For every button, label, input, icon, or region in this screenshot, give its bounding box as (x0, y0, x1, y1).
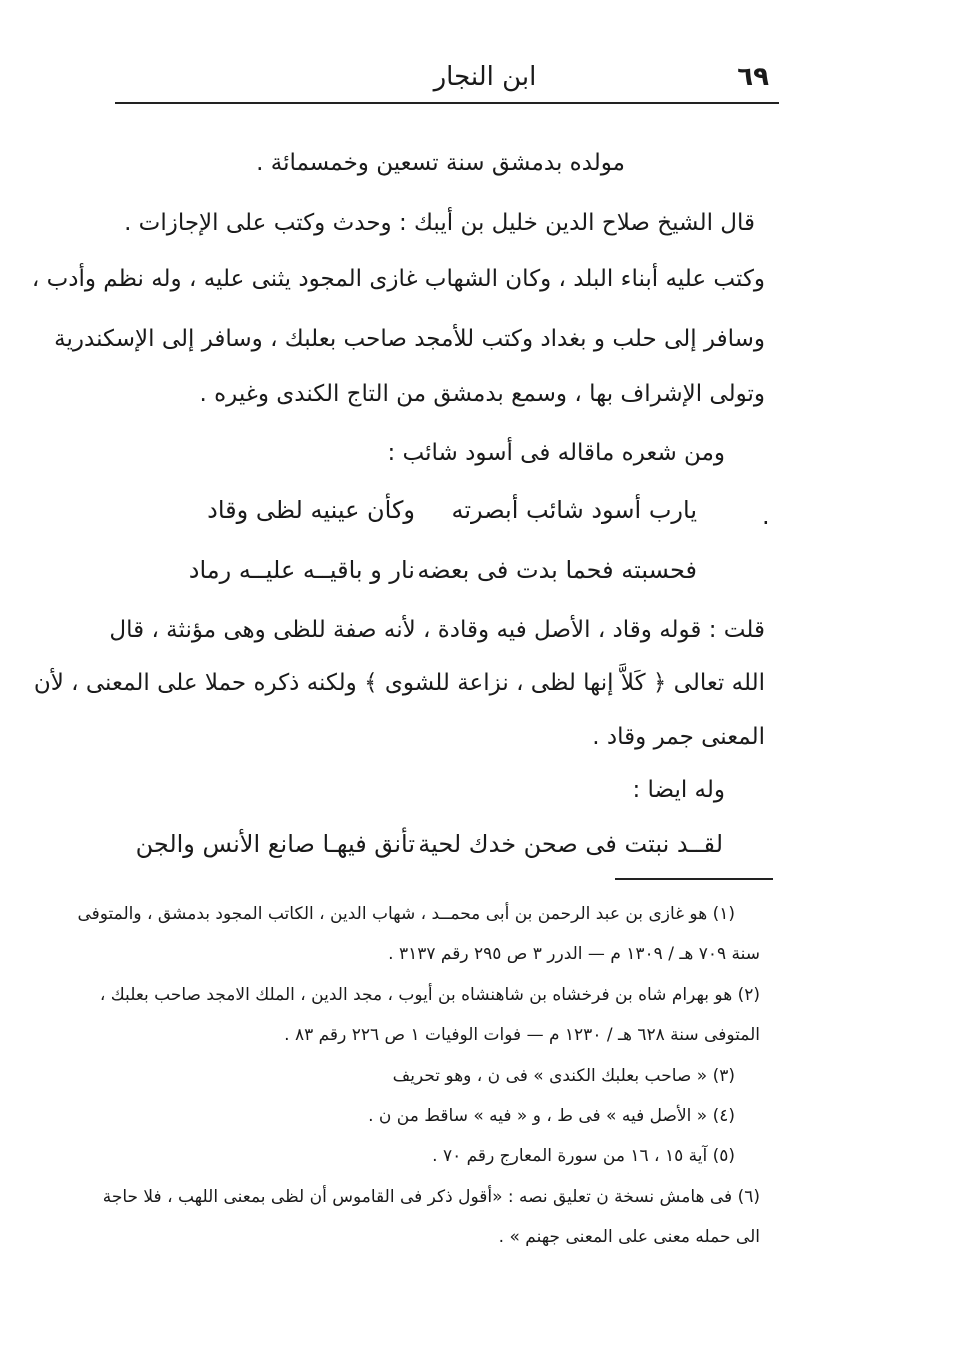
paragraph-1-line-2: وكتب عليه أبناء البلد ، وكان الشهاب غازى المجود يثنى عليه ، وله نظم وأدب ، (31, 266, 765, 292)
footnote-6-line-1: (٦) فى هامش نسخة ن تعليق نصه : «أقول ذكر فى القاموس أن لظى بمعنى اللهب ، فلا حاجة (102, 1187, 760, 1207)
running-title: ابن النجار (433, 62, 537, 92)
footnote-3: (٣) « صاحب بعلبك الكندى » فى ن ، وهو تحريف (392, 1066, 735, 1086)
paragraph-1-line-3: وسافر إلى حلب و بغداد وكتب للأمجد صاحب بعلبك ، وسافر إلى الإسكندرية (54, 326, 765, 352)
verse-2-second-hemistich: نار و باقيــه عليــه رماد (188, 556, 415, 584)
page-number: ٦٩ (737, 62, 769, 92)
verse-1-second-hemistich: وكأن عينيه لظى وقاد (207, 496, 415, 524)
footnote-2-line-2: المتوفى سنة ٦٢٨ هـ / ١٢٣٠ م — فوات الوفيات ١ ص ٢٢٦ رقم ٨٣ . (284, 1025, 760, 1045)
footnote-1-line-1: (١) هو غازى بن عبد الرحمن بن أبى محمــد ، شهاب الدين ، الكاتب المجود بدمشق ، والمتوفى (77, 904, 735, 924)
footnote-4: (٤) « الأصل فيه » فى ط ، و « فيه » ساقط من ن . (368, 1106, 735, 1126)
bullet-mark: . (762, 502, 770, 530)
verse-1-first-hemistich: يارب أسود شائب أبصرته (451, 496, 697, 524)
birth-line: مولده بدمشق سنة تسعين وخمسمائة . (256, 150, 625, 176)
page-header (115, 52, 779, 104)
poem-intro: ومن شعره ماقاله فى أسود شائب : (387, 440, 725, 466)
paragraph-2-line-1: قلت : قوله وقاد ، الأصل فيه وقادة ، لأنه صفة للظى وهى مؤنثة ، قال (109, 617, 765, 643)
paragraph-2-line-2: الله تعالى ﴿ كَلاَّ إنها لظى ، نزاعة للشوى ﴾ ولكنه ذكره حملا على المعنى ، لأن (33, 670, 765, 696)
footnote-5: (٥) آية ١٥ ، ١٦ من سورة المعارج رقم ٧٠ . (432, 1146, 735, 1166)
also-intro: وله ايضا : (632, 777, 725, 803)
footnote-separator (615, 878, 773, 880)
verse-3-first-hemistich: لقــد نبتت فى صحن خدك لحية (418, 830, 723, 858)
paragraph-1-line-4: وتولى الإشراف بها ، وسمع بدمشق من التاج الكندى وغيره . (199, 381, 765, 407)
footnote-2-line-1: (٢) هو بهرام شاه بن فرخشاه بن شاهنشاه بن أيوب ، مجد الدين ، الملك الامجد صاحب بعلبك ، (99, 985, 760, 1005)
paragraph-2-line-3: المعنى جمر وقاد . (592, 724, 765, 750)
footnote-6-line-2: الى حمله معنى على المعنى جهنم » . (498, 1227, 760, 1247)
footnote-1-line-2: سنة ٧٠٩ هـ / ١٣٠٩ م — الدرر ٣ ص ٢٩٥ رقم ٣١٣٧ . (388, 944, 760, 964)
paragraph-1-line-1: قال الشيخ صلاح الدين خليل بن أيبك : وحدث وكتب على الإجازات . (124, 210, 755, 236)
verse-2-first-hemistich: فحسبته فحما بدت فى بعضه (417, 556, 697, 584)
verse-3-second-hemistich: تأنق فيهـا صانع الأنس والجن (135, 830, 415, 858)
